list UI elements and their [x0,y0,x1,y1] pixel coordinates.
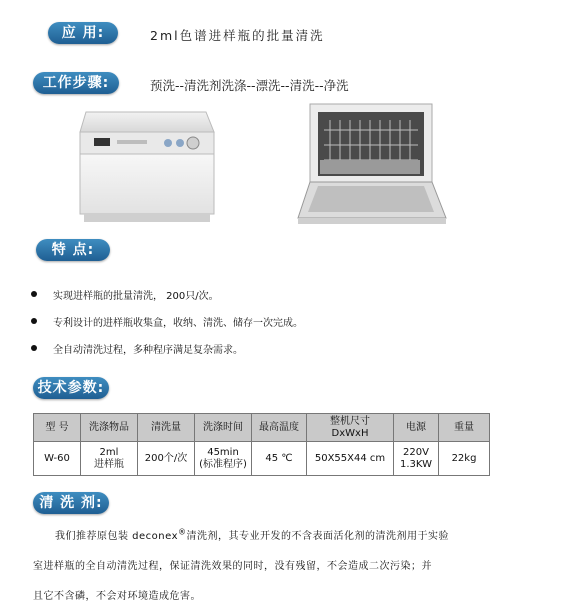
header-weight: 重量 [439,414,490,442]
cell-item-line1: 2ml [99,446,119,458]
cell-temp: 45 ℃ [252,442,307,476]
application-label: 应 用: [48,22,118,44]
detergent-line1-pre: 我们推荐原包装 deconex [55,531,179,542]
detergent-label: 清 洗 剂: [33,492,109,514]
header-item: 洗涤物品 [81,414,138,442]
registered-mark: ® [178,527,187,537]
bullet-icon [31,318,37,324]
cell-item-line2: 进样瓶 [94,458,124,470]
steps-text: 预洗--清洗剂洗涤--漂洗--清洗--净洗 [150,78,349,93]
table-header-row [34,414,490,442]
spec-table [33,413,490,476]
header-time: 洗涤时间 [195,414,252,442]
steps-label: 工作步骤: [33,72,119,94]
cell-power-line2: 1.3KW [400,458,432,470]
feature-item: 实现进样瓶的批量清洗， 200只/次。 [53,291,219,302]
cell-time-line1: 45min [207,446,239,458]
specs-label: 技术参数: [33,377,109,399]
washer-closed-image [72,100,222,232]
cell-model: W-60 [34,442,81,476]
detergent-line3: 且它不含磷，不会对环境造成危害。 [33,591,201,602]
feature-item: 专利设计的进样瓶收集盒，收纳、清洗、储存一次完成。 [53,318,303,329]
bullet-icon [31,291,37,297]
header-model: 型 号 [34,414,81,442]
cell-weight: 22kg [439,442,490,476]
header-size-label: 整机尺寸 [330,415,370,427]
washer-open-image [290,100,450,232]
detergent-line2: 室进样瓶的全自动清洗过程，保证清洗效果的同时，没有残留，不会造成二次污染；并 [33,561,432,572]
table-row [34,442,490,476]
feature-item: 全自动清洗过程，多种程序满足复杂需求。 [53,345,243,356]
cell-power-line1: 220V [403,446,429,458]
header-size-sub: DxWxH [331,427,369,439]
detergent-line1 [55,527,449,542]
bullet-icon [31,345,37,351]
cell-size: 50X55X44 cm [307,442,394,476]
application-text: 2ml色谱进样瓶的批量清洗 [150,28,325,43]
cell-item [81,442,138,476]
header-temp: 最高温度 [252,414,307,442]
cell-time [195,442,252,476]
cell-time-line2: (标准程序) [199,458,247,470]
cell-capacity: 200个/次 [138,442,195,476]
detergent-line1-post: 清洗剂，其专业开发的不含表面活化剂的清洗剂用于实验 [186,531,450,542]
header-power: 电源 [394,414,439,442]
cell-power [394,442,439,476]
header-size [307,414,394,442]
header-capacity: 清洗量 [138,414,195,442]
features-label: 特 点: [36,239,110,261]
